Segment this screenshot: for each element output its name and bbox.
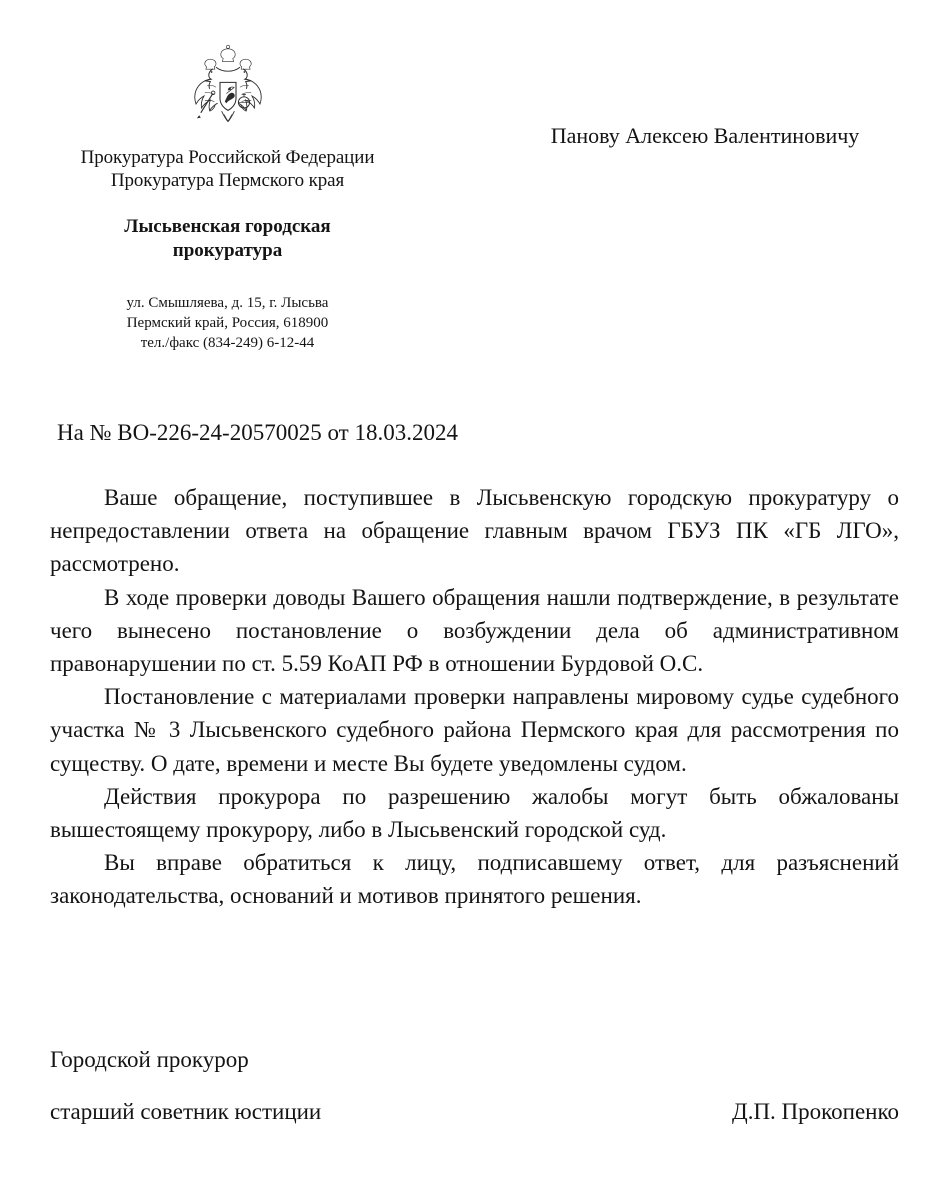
letterhead-address [70, 293, 385, 353]
signature-row [50, 1097, 899, 1127]
signature-block [50, 1045, 899, 1127]
body-paragraph: В ходе проверки доводы Вашего обращения нашли подтверждение, в результате чего вынесено постановление о возбуждении дела об административном правонарушении по ст. 5.59 КоАП РФ в отношении Бурдовой О.С. [50, 584, 899, 677]
letterhead-office-line-1: Лысьвенская городская [124, 216, 331, 237]
addressee-name: Панову Алексею Валентиновичу [550, 123, 860, 148]
body-paragraph: Вы вправе обратиться к лицу, подписавшему ответ, для разъяснений законодательства, оснований и мотивов принятого решения. [50, 850, 899, 909]
body-paragraph: Постановление с материалами проверки направлены мировому судье судебного участка № 3 Лысьвенского судебного района Пермского края для рассмотрения по существу. О дате, времени и месте Вы будете уведомлены судом. [50, 684, 899, 776]
body-paragraph: Ваше обращение, поступившее в Лысьвенскую городскую прокуратуру о непредоставлении ответа на обращение главным врачом ГБУЗ ПК «ГБ ЛГО», рассмотрено. [50, 485, 899, 577]
address-phone: тел./факс (834-249) 6-12-44 [140, 335, 315, 351]
letterhead-office-name [70, 215, 385, 263]
reference-line: На № ВО-226-24-20570025 от 18.03.2024 [57, 420, 458, 445]
address-street: ул. Смышляева, д. 15, г. Лысьва [126, 295, 329, 311]
address-region: Пермский край, Россия, 618900 [126, 315, 329, 331]
letter-body [50, 481, 899, 913]
signatory-role-line-2: старший советник юстиции [50, 1099, 322, 1124]
letterhead-office-line-2: прокуратура [172, 240, 283, 261]
letterhead-org-line-2: Прокуратура Пермского края [110, 170, 345, 191]
body-paragraph: Действия прокурора по разрешению жалобы могут быть обжалованы вышестоящему прокурору, либо в Лысьвенский городской суд. [50, 783, 899, 843]
signatory-role-line-1: Городской прокурор [50, 1047, 249, 1072]
russian-coat-of-arms-icon [180, 44, 276, 140]
letterhead [70, 44, 385, 353]
signatory-name: Д.П. Прокопенко [732, 1099, 899, 1124]
letterhead-org-line-1: Прокуратура Российской Федерации [80, 147, 375, 168]
